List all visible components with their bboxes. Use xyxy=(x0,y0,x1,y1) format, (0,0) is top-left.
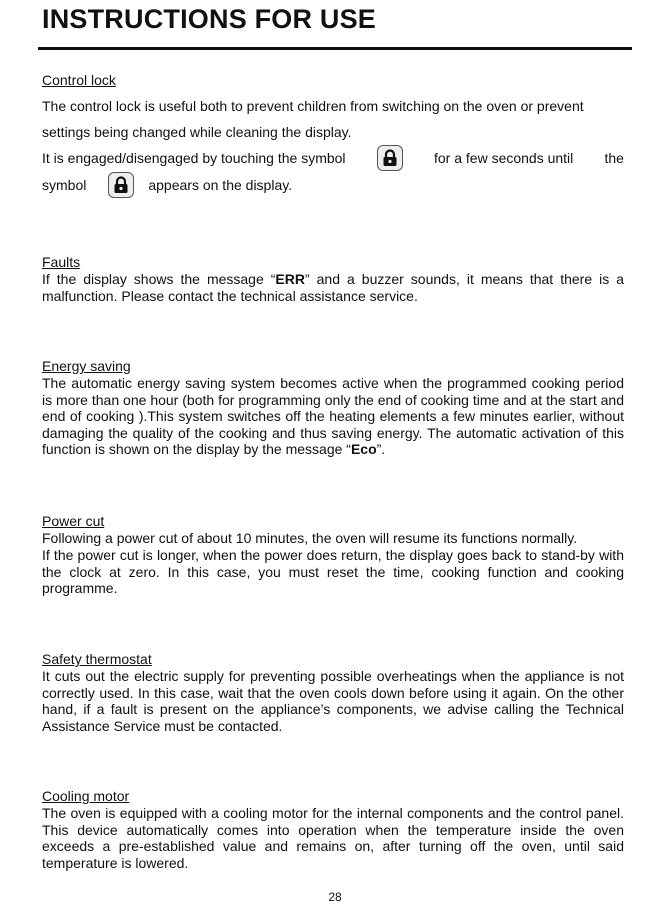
control-lock-line-2: settings being changed while cleaning the display. xyxy=(42,124,352,140)
control-lock-line-3-c: the xyxy=(604,150,624,166)
eco-message: Eco xyxy=(350,441,377,457)
faults-text: If the display shows the message “ERR” and a buzzer sounds, it means that there is a malfunction. Please contact the technical assistance service. xyxy=(42,271,624,304)
control-lock-line-4 xyxy=(42,172,624,198)
safety-thermostat-heading: Safety thermostat xyxy=(42,651,152,667)
control-lock-line-3 xyxy=(42,145,624,171)
cooling-motor-text: The oven is equipped with a cooling motor for the internal components and the control panel. This device automatically comes into operation when the temperature inside the oven exceeds a pre-established value and remains on, after turning off the oven, until said temperature is lowered. xyxy=(42,805,624,871)
energy-saving-text: The automatic energy saving system becomes active when the programmed cooking period is more than one hour (both for programming only the end of cooking time and at the start and end of cooking ).This system switches off the heating elements a few minutes earlier, without damaging the quality of the cooking and thus saving energy. The automatic activation of this function is shown on the display by the message “Eco”. xyxy=(42,375,624,457)
page-number: 28 xyxy=(328,890,342,904)
control-lock-line-3-a: It is engaged/disengaged by touching the symbol xyxy=(42,150,346,166)
faults-heading: Faults xyxy=(42,254,81,270)
cooling-motor-heading: Cooling motor xyxy=(42,788,130,804)
title-divider xyxy=(38,47,632,50)
padlock-icon xyxy=(377,145,403,171)
safety-thermostat-text: It cuts out the electric supply for preventing possible overheatings when the appliance is not correctly used. In this case, wait that the oven cools down before using it again. On the other hand, if a fault is present on the appliance’s components, we advise calling the Technical Assistance Service must be contacted. xyxy=(42,668,624,734)
energy-saving-heading: Energy saving xyxy=(42,358,131,374)
power-cut-heading: Power cut xyxy=(42,513,105,529)
control-lock-line-4-a: symbol xyxy=(42,177,87,193)
err-message: ERR xyxy=(275,271,305,287)
control-lock-line-1: The control lock is useful both to prevent children from switching on the oven or prevent xyxy=(42,98,584,114)
power-cut-text: If the power cut is longer, when the power does return, the display goes back to stand-by with the clock at zero. In this case, you must reset the time, cooking function and cooking programme. xyxy=(42,547,624,596)
control-lock-heading: Control lock xyxy=(42,72,116,88)
page-title: INSTRUCTIONS FOR USE xyxy=(42,4,377,34)
power-cut-line-1: Following a power cut of about 10 minutes, the oven will resume its functions normally. xyxy=(42,530,578,546)
padlock-icon xyxy=(108,172,134,198)
control-lock-line-4-b: appears on the display. xyxy=(148,177,293,193)
control-lock-line-3-b: for a few seconds until xyxy=(433,150,574,166)
